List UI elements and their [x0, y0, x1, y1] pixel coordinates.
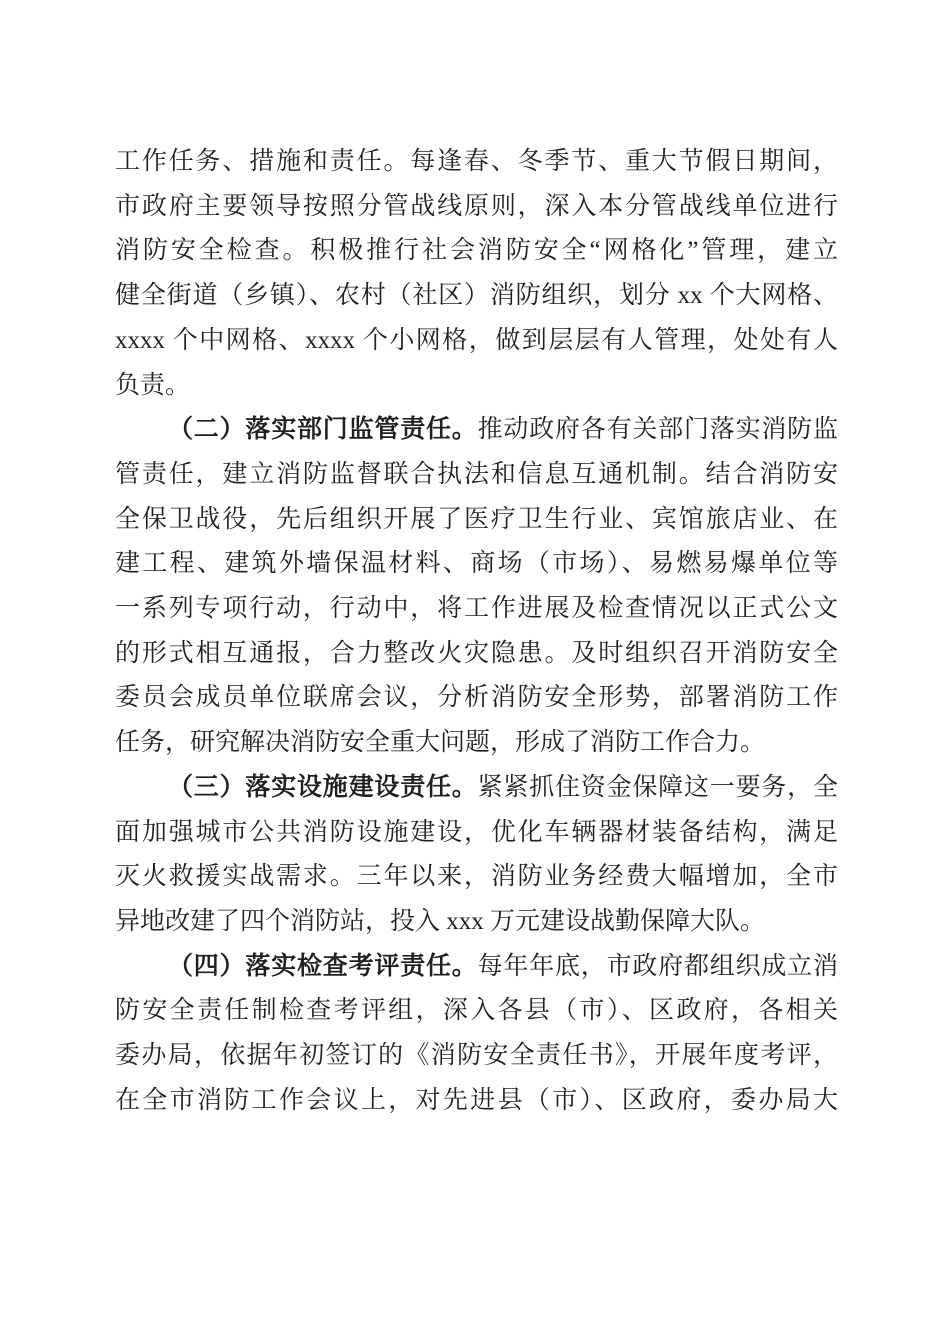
text-line [115, 319, 838, 364]
paragraph-lead-heading: （二）落实部门监管责任。 [168, 416, 478, 444]
paragraph-3-facilities-construction-responsibility [115, 766, 838, 945]
body-text: 委员会成员单位联席会议，分析消防安全形势，部署消防工作 [115, 684, 838, 712]
body-text: 市政府主要领导按照分管战线原则，深入本分管战线单位进行 [115, 192, 838, 220]
body-text: 全保卫战役，先后组织开展了医疗卫生行业、宾馆旅店业、在 [115, 505, 838, 533]
text-line [115, 900, 838, 945]
text-line [115, 185, 838, 230]
body-text: 健全街道（乡镇）、农村（社区）消防组织，划分 xx 个大网格、 [115, 282, 838, 310]
body-text: 灭火救援实战需求。三年以来，消防业务经费大幅增加，全市 [115, 863, 838, 891]
body-text: 的形式相互通报，合力整改火灾隐患。及时组织召开消防安全 [115, 639, 838, 667]
body-text: 异地改建了四个消防站，投入 xxx 万元建设战勤保障大队。 [115, 907, 766, 935]
text-line [115, 140, 838, 185]
body-text: xxxx 个中网格、xxxx 个小网格，做到层层有人管理，处处有人 [115, 326, 838, 354]
text-line [115, 274, 838, 319]
text-line [115, 498, 838, 543]
text-line [115, 542, 838, 587]
text-line [115, 632, 838, 677]
body-text: 在全市消防工作会议上，对先进县（市）、区政府，委办局大 [115, 1086, 838, 1114]
text-line [115, 811, 838, 856]
paragraph-lead-heading: （三）落实设施建设责任。 [168, 773, 478, 801]
text-line [115, 587, 838, 632]
text-line [115, 989, 838, 1034]
paragraph-2-department-supervision-responsibility [115, 408, 838, 766]
document-text-block [115, 140, 838, 1123]
body-text: 每年年底，市政府都组织成立消 [477, 952, 838, 980]
body-text: 一系列专项行动，行动中，将工作进展及检查情况以正式公文 [115, 595, 838, 623]
paragraph-lead-heading: （四）落实检查考评责任。 [168, 952, 478, 980]
body-text: 管责任，建立消防监督联合执法和信息互通机制。结合消防安 [115, 460, 838, 488]
body-text: 消防安全检查。积极推行社会消防安全“网格化”管理，建立 [115, 237, 838, 265]
body-text: 负责。 [115, 371, 191, 399]
text-line [115, 1034, 838, 1079]
text-line [115, 721, 838, 766]
body-text: 防安全责任制检查考评组，深入各县（市）、区政府，各相关 [115, 997, 838, 1025]
body-text: 工作任务、措施和责任。每逢春、冬季节、重大节假日期间， [115, 148, 838, 175]
text-line [115, 855, 838, 900]
text-line [115, 1079, 838, 1124]
text-line [115, 676, 838, 721]
paragraph-4-inspection-evaluation-responsibility [115, 945, 838, 1124]
text-line [115, 453, 838, 498]
paragraph-1-continuation [115, 140, 838, 408]
text-line [115, 945, 838, 990]
body-text: 面加强城市公共消防设施建设，优化车辆器材装备结构，满足 [115, 818, 838, 846]
text-line [115, 364, 838, 409]
body-text: 紧紧抓住资金保障这一要务，全 [477, 773, 838, 801]
text-line [115, 408, 838, 453]
body-text: 推动政府各有关部门落实消防监 [477, 416, 838, 444]
text-line [115, 766, 838, 811]
body-text: 委办局，依据年初签订的《消防安全责任书》，开展年度考评， [115, 1042, 838, 1070]
body-text: 建工程、建筑外墙保温材料、商场（市场）、易燃易爆单位等 [115, 550, 838, 578]
text-line [115, 229, 838, 274]
body-text: 任务，研究解决消防安全重大问题，形成了消防工作合力。 [115, 729, 766, 757]
